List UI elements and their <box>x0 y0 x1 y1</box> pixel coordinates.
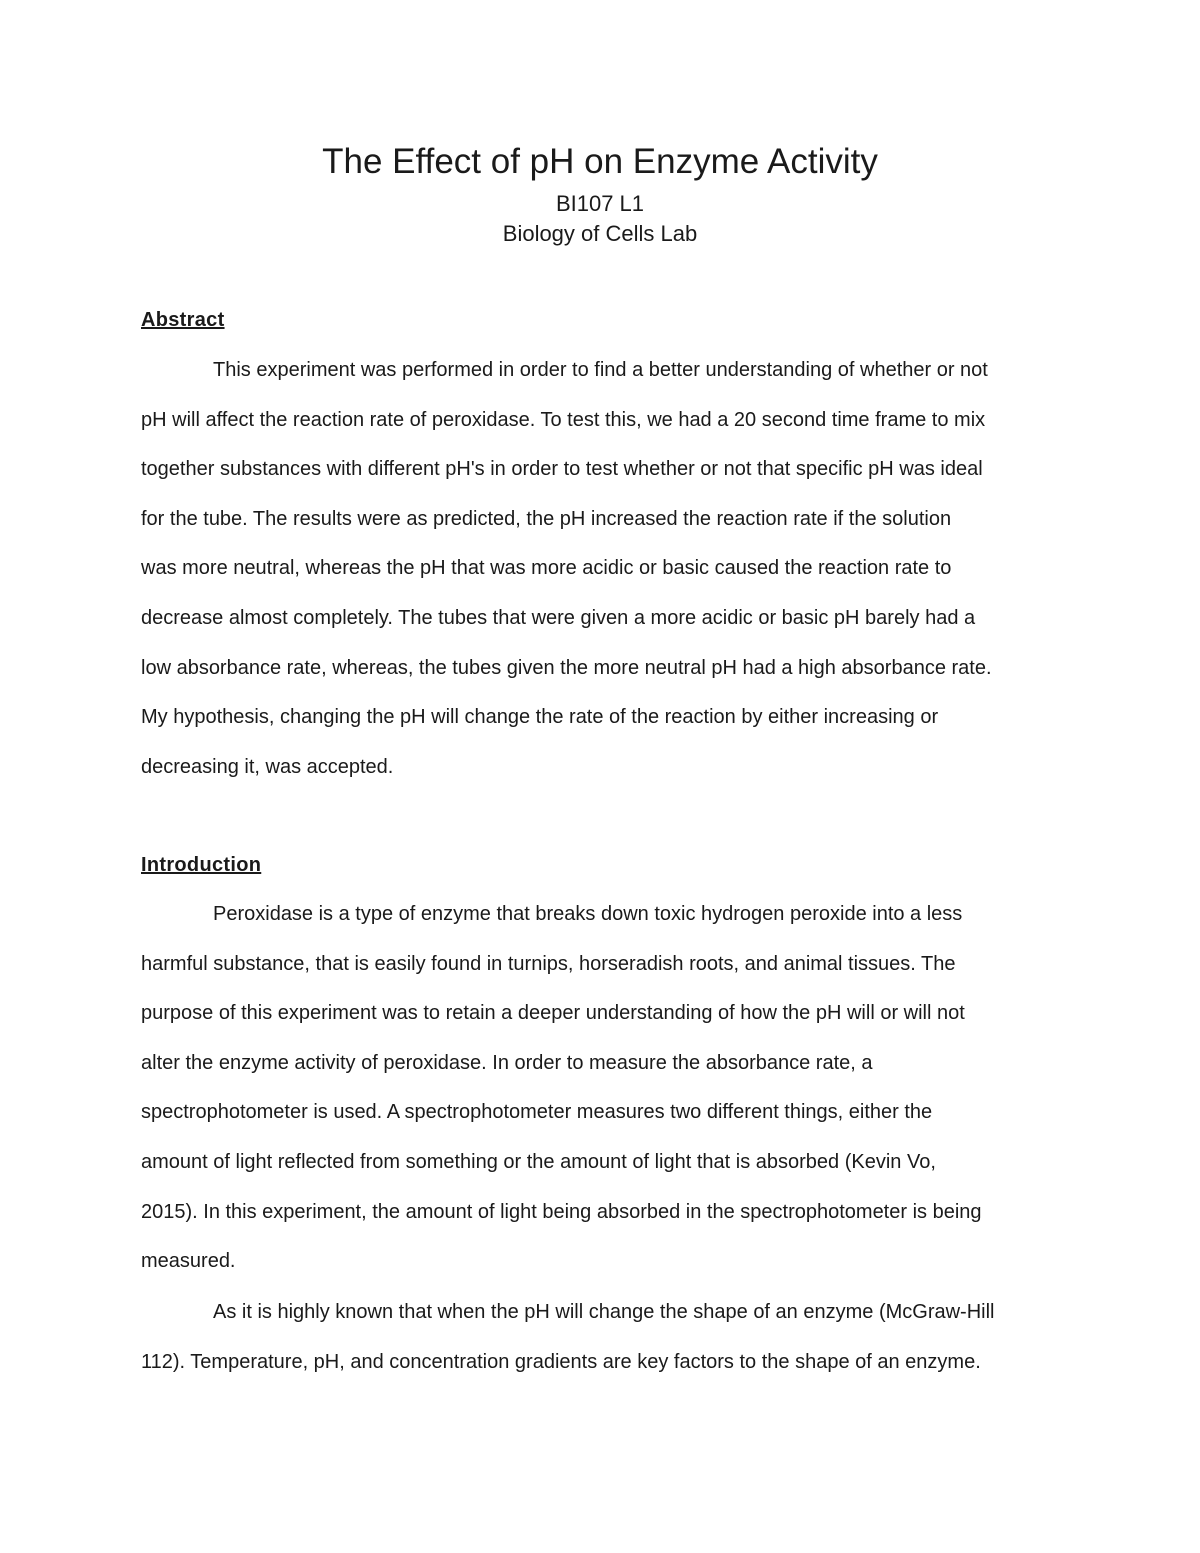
introduction-line: 112). Temperature, pH, and concentration gradients are key factors to the shape of an enzyme. <box>141 1350 981 1373</box>
abstract-line: decrease almost completely. The tubes that were given a more acidic or basic pH barely had a <box>141 606 976 629</box>
abstract-line: together substances with different pH's in order to test whether or not that specific pH was ideal <box>141 458 983 481</box>
abstract-line: pH will affect the reaction rate of peroxidase. To test this, we had a 20 second time frame to mix <box>141 408 986 431</box>
abstract-line: low absorbance rate, whereas, the tubes given the more neutral pH had a high absorbance rate. <box>141 656 992 679</box>
abstract-line: My hypothesis, changing the pH will change the rate of the reaction by either increasing or <box>141 706 939 729</box>
abstract-paragraph <box>141 346 1063 792</box>
introduction-line: harmful substance, that is easily found in turnips, horseradish roots, and animal tissues. The <box>141 952 956 975</box>
document-title: The Effect of pH on Enzyme Activity <box>322 142 878 181</box>
introduction-line: alter the enzyme activity of peroxidase. In order to measure the absorbance rate, a <box>141 1051 873 1074</box>
abstract-line: decreasing it, was accepted. <box>141 755 394 778</box>
abstract-heading: Abstract <box>141 309 225 331</box>
abstract-line: This experiment was performed in order to find a better understanding of whether or not <box>213 359 988 381</box>
introduction-heading: Introduction <box>141 854 262 876</box>
introduction-line: As it is highly known that when the pH will change the shape of an enzyme (McGraw-Hill <box>213 1301 995 1323</box>
introduction-paragraph-2 <box>141 1288 1063 1387</box>
abstract-line: was more neutral, whereas the pH that was more acidic or basic caused the reaction rate to <box>141 557 952 580</box>
introduction-line: spectrophotometer is used. A spectrophotometer measures two different things, either the <box>141 1101 933 1124</box>
introduction-line: amount of light reflected from something or the amount of light that is absorbed (Kevin Vo, <box>141 1150 936 1173</box>
lab-name: Biology of Cells Lab <box>502 221 698 246</box>
introduction-line: Peroxidase is a type of enzyme that breaks down toxic hydrogen peroxide into a less <box>213 903 963 925</box>
introduction-paragraph-1 <box>141 890 1063 1287</box>
introduction-line: 2015). In this experiment, the amount of light being absorbed in the spectrophotometer is being <box>141 1200 982 1223</box>
course-code: BI107 L1 <box>555 191 645 216</box>
introduction-line: measured. <box>141 1250 236 1273</box>
abstract-line: for the tube. The results were as predicted, the pH increased the reaction rate if the solution <box>141 507 952 530</box>
introduction-line: purpose of this experiment was to retain a deeper understanding of how the pH will or will not <box>141 1002 965 1025</box>
